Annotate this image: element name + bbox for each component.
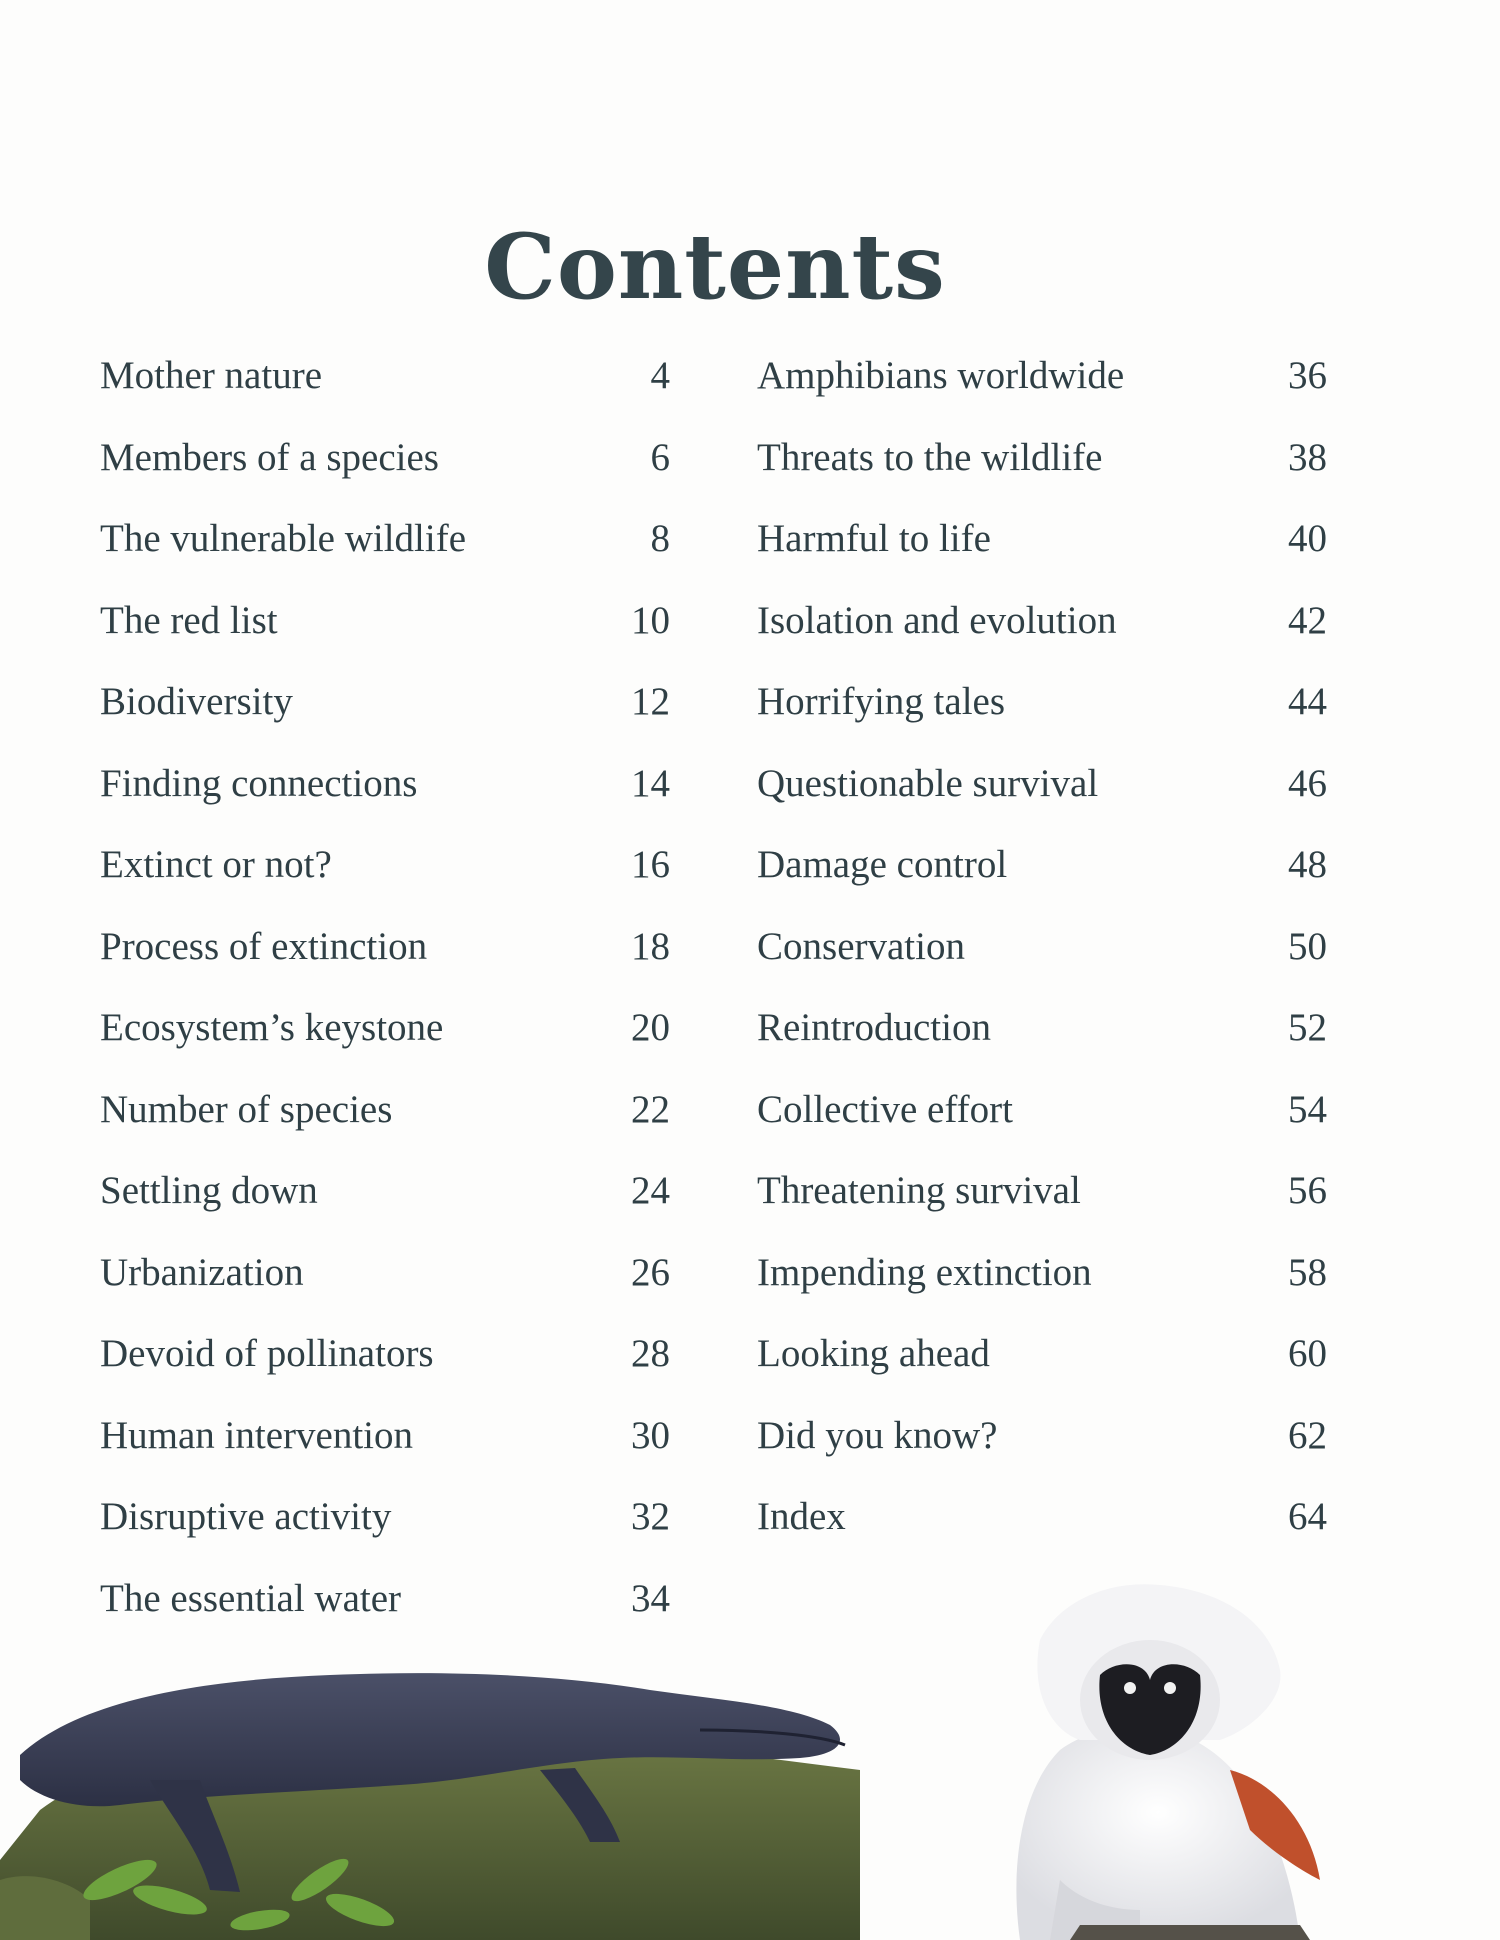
toc-entry[interactable] (100, 1004, 670, 1086)
toc-entry-page: 24 (631, 1169, 670, 1212)
toc-entry[interactable] (100, 1167, 670, 1249)
toc-entry-label: Ecosystem’s keystone (100, 1006, 444, 1049)
toc-entry-page: 38 (1288, 435, 1327, 479)
toc-entry-page: 8 (650, 517, 670, 560)
toc-entry-label: Reintroduction (757, 1006, 991, 1049)
toc-entry-page: 50 (1288, 924, 1327, 968)
toc-entry-page: 14 (631, 761, 670, 805)
toc-entry[interactable] (100, 1330, 670, 1412)
toc-entry[interactable] (100, 352, 670, 434)
toc-entry-page: 26 (631, 1250, 670, 1294)
toc-entry-page: 36 (1288, 354, 1327, 397)
cotton-top-tamarin-photo (1016, 1584, 1320, 1940)
toc-entry-page: 42 (1288, 598, 1327, 642)
toc-entry-label: Process of extinction (100, 924, 428, 968)
toc-entry[interactable] (757, 1167, 1327, 1249)
toc-entry[interactable] (757, 352, 1327, 434)
toc-entry-page: 32 (631, 1495, 670, 1538)
toc-entry[interactable] (757, 1330, 1327, 1412)
toc-entry[interactable] (757, 1412, 1327, 1494)
toc-entry-label: Amphibians worldwide (757, 354, 1125, 397)
toc-entry[interactable] (100, 760, 670, 842)
toc-left-column (100, 352, 670, 1656)
toc-entry-label: Index (757, 1495, 846, 1538)
toc-entry-label: Threats to the wildlife (757, 435, 1103, 479)
toc-entry-label: Extinct or not? (100, 843, 332, 886)
toc-entry-page: 54 (1288, 1087, 1327, 1131)
toc-right-column (757, 352, 1327, 1575)
toc-entry-label: Horrifying tales (757, 680, 1006, 723)
toc-entry-label: Conservation (757, 924, 965, 968)
toc-entry-page: 18 (631, 924, 670, 968)
toc-entry-label: The essential water (100, 1576, 402, 1620)
toc-entry-page: 58 (1288, 1250, 1327, 1294)
toc-entry-page: 34 (631, 1576, 670, 1620)
toc-entry-label: Damage control (757, 843, 1008, 886)
toc-entry-page: 28 (631, 1332, 670, 1375)
toc-entry-label: The red list (100, 598, 278, 642)
toc-entry-page: 44 (1288, 680, 1327, 723)
toc-entry-label: Looking ahead (757, 1332, 990, 1375)
toc-entry-page: 12 (631, 680, 670, 723)
toc-entry-label: The vulnerable wildlife (100, 517, 467, 560)
toc-entry[interactable] (757, 760, 1327, 842)
toc-entry[interactable] (100, 1493, 670, 1575)
toc-entry[interactable] (757, 1004, 1327, 1086)
toc-entry[interactable] (757, 1086, 1327, 1168)
toc-entry-label: Devoid of pollinators (100, 1332, 434, 1375)
branch (1070, 1925, 1310, 1940)
toc-entry[interactable] (757, 1493, 1327, 1575)
toc-entry-page: 56 (1288, 1169, 1327, 1212)
toc-entry-label: Urbanization (100, 1250, 304, 1294)
toc-entry-label: Impending extinction (757, 1250, 1092, 1294)
toc-entry-page: 62 (1288, 1413, 1327, 1457)
toc-entry-page: 6 (650, 435, 670, 479)
crocodile-photo (0, 1673, 860, 1940)
toc-entry[interactable] (100, 434, 670, 516)
toc-entry-label: Biodiversity (100, 680, 293, 723)
toc-entry-label: Mother nature (100, 354, 323, 397)
toc-entry[interactable] (100, 678, 670, 760)
toc-entry-page: 40 (1288, 517, 1327, 560)
toc-entry[interactable] (757, 841, 1327, 923)
toc-entry-page: 22 (631, 1087, 670, 1131)
toc-entry-page: 30 (631, 1413, 670, 1457)
toc-entry-page: 46 (1288, 761, 1327, 805)
toc-entry[interactable] (100, 923, 670, 1005)
toc-entry-label: Human intervention (100, 1413, 414, 1457)
page-title: Contents (484, 214, 946, 320)
animal-illustrations (0, 1580, 1500, 1940)
toc-entry[interactable] (757, 597, 1327, 679)
toc-entry-page: 48 (1288, 843, 1327, 886)
toc-entry[interactable] (100, 1412, 670, 1494)
toc-entry-label: Questionable survival (757, 761, 1099, 805)
toc-entry-label: Finding connections (100, 761, 418, 805)
toc-entry[interactable] (757, 923, 1327, 1005)
toc-entry[interactable] (757, 1249, 1327, 1331)
toc-entry-label: Members of a species (100, 435, 439, 479)
toc-entry-label: Number of species (100, 1087, 393, 1131)
toc-entry[interactable] (100, 1249, 670, 1331)
toc-entry-page: 20 (631, 1006, 670, 1049)
toc-entry-label: Did you know? (757, 1413, 998, 1457)
toc-entry[interactable] (757, 434, 1327, 516)
toc-entry-page: 60 (1288, 1332, 1327, 1375)
toc-entry[interactable] (100, 597, 670, 679)
toc-entry[interactable] (757, 678, 1327, 760)
toc-entry-page: 16 (631, 843, 670, 886)
toc-entry-label: Harmful to life (757, 517, 991, 560)
toc-entry-page: 4 (650, 354, 670, 397)
toc-entry-label: Isolation and evolution (757, 598, 1117, 642)
toc-entry-label: Collective effort (757, 1087, 1013, 1131)
toc-entry[interactable] (100, 515, 670, 597)
toc-entry[interactable] (100, 841, 670, 923)
toc-entry-label: Disruptive activity (100, 1495, 392, 1538)
illustration-svg (0, 1580, 1500, 1940)
toc-entry-page: 10 (631, 598, 670, 642)
toc-entry-label: Threatening survival (757, 1169, 1081, 1212)
toc-entry-page: 52 (1288, 1006, 1327, 1049)
toc-entry-label: Settling down (100, 1169, 318, 1212)
toc-entry[interactable] (757, 515, 1327, 597)
toc-entry-page: 64 (1288, 1495, 1327, 1538)
toc-entry[interactable] (100, 1086, 670, 1168)
